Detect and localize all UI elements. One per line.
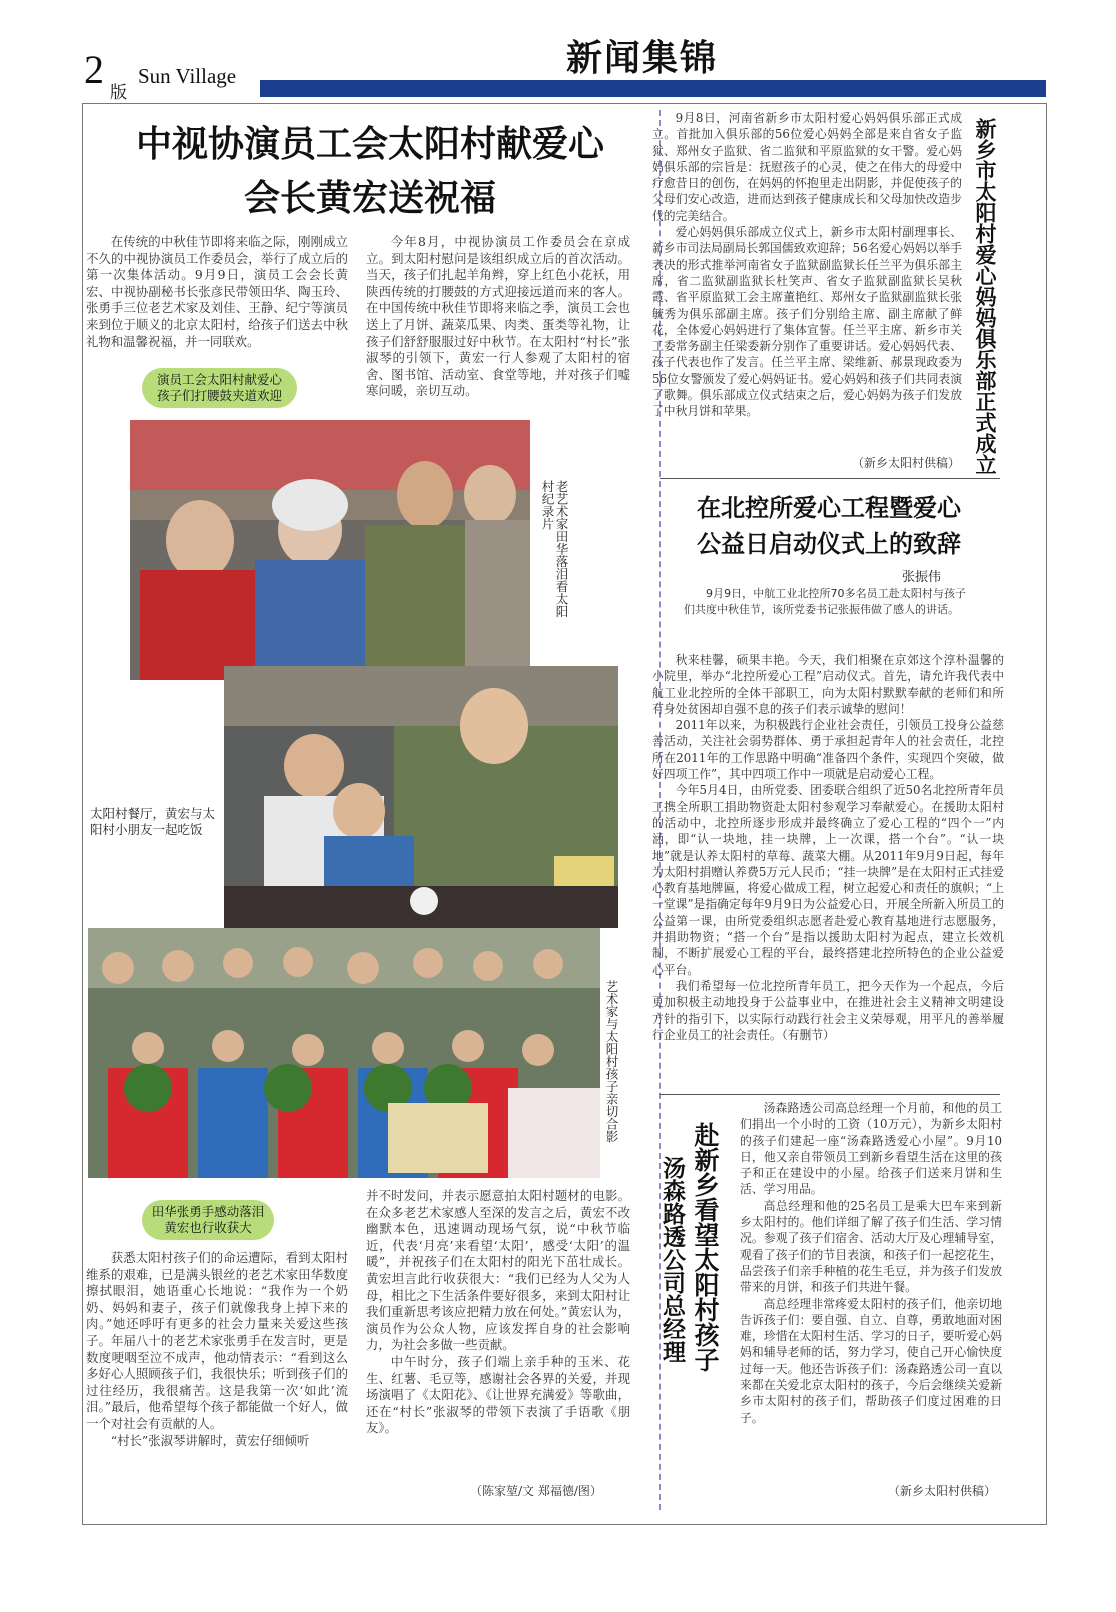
article3-author: 张振伟 [902, 570, 942, 585]
caption-photo2: 太阳村餐厅，黄宏与太阳村小朋友一起吃饭 [90, 806, 216, 837]
article1-subhead-bubble-1: 演员工会太阳村献爱心 孩子们打腰鼓夹道欢迎 [142, 368, 297, 408]
article1-paragraph: 在传统的中秋佳节即将来临之际，刚刚成立不久的中视协演员工作委员会，举行了成立后的第一次集体活动。9月9日，演员工会会长黄宏、中视协副秘书长张彦民带领田华、陶玉玲、张勇手三位老艺术家及刘佳、王静、纪宁等演员来到位于顺义的北京太阳村，给孩子们送去中秋礼物和温馨祝福，并一同联欢。 [86, 234, 348, 349]
photo-elders-watching [130, 420, 530, 680]
photo-group [88, 928, 600, 1178]
article1-paragraph: 今年8月，中视协演员工作委员会在京成立。到太阳村慰问是该组织成立后的首次活动。当天，孩子们扎起羊角辫，穿上红色小花袄，用陕西传统的打腰鼓的方式迎接远道而来的客人。在中国传统中秋佳节即将来临之季，演员工会也送上了月饼、蔬菜瓜果、肉类、蛋类等礼物，让孩子们舒舒服服过好中秋节。在太阳村“村长”张淑琴的引领下，黄宏一行人参观了太阳村的宿舍、图书馆、活动室、食堂等地，并对孩子们嘘寒问暖，亲切互动。 [366, 234, 630, 399]
article1-col2 [366, 234, 630, 400]
article3-title-line2: 公益日启动仪式上的致辞 [697, 530, 961, 558]
article3-intro-text: 9月9日，中航工业北控所70多名员工赴太阳村与孩子们共度中秋佳节，该所党委书记张振伟做了感人的讲话。 [684, 587, 966, 617]
header-bar [260, 80, 1046, 97]
divider-article3-top [660, 478, 1000, 479]
photo-dining [224, 666, 618, 928]
article1-title-line2: 会长黄宏送祝福 [243, 178, 496, 219]
article1-credit: （陈家堃/文 郑福德/图） [470, 1484, 602, 1498]
article4-paragraph: 高总经理和他的25名员工是乘大巴车来到新乡太阳村的。他们详细了解了孩子们生活、学习情况。参观了孩子们宿舍、活动大厅及心理辅导室，观看了孩子们的节目表演，和孩子们一起挖花生，品尝孩子们亲手种植的花生毛豆，并为孩子们发放带来的月饼，和孩子们共进午餐。 [740, 1198, 1002, 1295]
article4-credit: （新乡太阳村供稿） [888, 1484, 997, 1498]
article1-col3 [86, 1250, 348, 1449]
article1-title-line1: 中视协演员工会太阳村献爱心 [135, 124, 604, 165]
article2-credit: （新乡太阳村供稿） [852, 456, 961, 470]
article1-col1 [86, 234, 348, 350]
article4-vertical-title-b: 赴新乡看望太阳村孩子 [691, 1122, 720, 1372]
photo-dining-image [224, 666, 618, 928]
article3-paragraph: 秋来桂馨，硕果丰艳。今天，我们相聚在京郊这个淳朴温馨的小院里，举办“北控所爱心工程”启动仪式。首先，请允许我代表中航工业北控所的全体干部职工，向为太阳村默默奉献的老师们和所有身处贫困却自强不息的孩子们表示诚挚的慰问！ [652, 653, 1004, 716]
page-unit: 版 [110, 83, 127, 103]
article3-body [652, 652, 1004, 1043]
paper-name: Sun Village [138, 64, 237, 88]
photo-elders-image [130, 420, 530, 680]
article1-paragraph: “村长”张淑琴讲解时，黄宏仔细倾听 [110, 1432, 310, 1448]
photo-group-image [88, 928, 600, 1178]
article4-body [740, 1100, 1002, 1426]
article1-title [90, 118, 650, 226]
article3-paragraph: 2011年以来，为积极践行企业社会责任，引领员工投身公益慈善活动，关注社会弱势群体、勇于承担起青年人的社会责任，北控所在2011年的工作思路中明确“准备四个条件，实现四个突破，做好四项工作”，其中四项工作中一项就是启动爱心工程。 [652, 718, 1004, 782]
article1-subhead-bubble-2: 田华张勇手感动落泪 黄宏也行收获大 [142, 1200, 274, 1240]
article3-intro [684, 586, 966, 619]
article1-paragraph: 并不时发问，并表示愿意拍太阳村题材的电影。在众多老艺术家感人至深的发言之后，黄宏不改幽默本色，迅速调动现场气氛，说“中秋节临近，代表‘月亮’来看望‘太阳’，感受‘太阳’的温暖”，并祝孩子们在太阳村的阳光下茁壮成长。黄宏坦言此行收获很大：“我们已经为人父为人母，相比之下生活条件要好很多，来到太阳村让我们重新思考该应把精力放在何处。”黄宏认为，演员作为公众人物，应该发挥自身的社会影响力，为社会多做一些贡献。 [366, 1188, 630, 1353]
article3-title [664, 490, 994, 562]
article2-paragraph: 9月8日，河南省新乡市太阳村爱心妈妈俱乐部正式成立。首批加入俱乐部的56位爱心妈妈全部是来自省女子监狱、郑州女子监狱、省二监狱和平原监狱的女干警。爱心妈妈俱乐部的宗旨是：抚慰孩子的心灵，使之在伟大的母爱中疗愈昔日的创伤，在妈妈的怀抱里走出阴影，并促使孩子的父母们安心改造，进而达到孩子健康成长和父母加快改造步伐的完美结合。 [652, 111, 962, 223]
article2-body [652, 110, 962, 420]
caption-photo3: 艺术家与太阳村孩子亲切合影 [604, 980, 619, 1143]
article1-paragraph: 获悉太阳村孩子们的命运遭际，看到太阳村维系的艰难，已是满头银丝的老艺术家田华数度擦拭眼泪，她语重心长地说：“我作为一个奶奶、妈妈和妻子，孩子们就像我身上掉下来的肉。”她还呼吁有更多的社会力量来关爱这些孩子。年届八十的老艺术家张勇手在发言时，更是数度哽咽至泣不成声，他动情表示：“看到这么多好心人照顾孩子们，我很快乐；听到孩子们的过往经历，我很痛苦。这是我第一次‘如此’流泪。”最后，他希望每个孩子都能做一个好人，做一个对社会有贡献的人。 [86, 1250, 348, 1431]
article2-paragraph: 爱心妈妈俱乐部成立仪式上，新乡市太阳村副理事长、新乡市司法局副局长郭国儒致欢迎辞；56名爱心妈妈以举手表决的形式推举河南省女子监狱副监狱长任兰平为俱乐部主席，省二监狱副监狱长杜笑声、省女子监狱副监狱长吴秋霞、省平原监狱工会主席董艳红、郑州女子监狱副监狱长张毓秀为俱乐部副主席。孩子们分别给主席、副主席献了鲜花，全体爱心妈妈进行了集体宣誓。任兰平主席、新乡市关工委常务副主任梁委新分别作了重要讲话。爱心妈妈代表、孩子代表也作了发言。任兰平主席、梁维新、郝景现政委为56位女警颁发了爱心妈妈证书。爱心妈妈和孩子们共同表演了歌舞。俱乐部成立仪式结束之后，爱心妈妈为孩子们发放了中秋月饼和苹果。 [652, 225, 962, 419]
caption-photo1: 老艺术家田华落泪看太阳村纪录片 [540, 480, 569, 618]
article3-paragraph: 今年5月4日，由所党委、团委联合组织了近50名北控所青年员工携全所职工捐助物资赴太阳村参观学习奉献爱心。在援助太阳村的活动中，北控所逐步形成并最终确立了爱心工程的“四个一”内涵，即“认一块地，挂一块牌，上一次课，搭一个台”。“认一块地”就是认养太阳村的草莓、蔬菜大棚。从2011年9月9日起，每年为太阳村捐赠认养费5万元人民币；“挂一块牌”是在太阳村正式挂爱心教育基地牌匾，将爱心做成工程，树立起爱心和责任的旗帜；“上一堂课”是指确定每年9月9日为公益爱心日，开展全所新入所员工的公益第一课，由所党委组织志愿者赴爱心教育基地进行志愿服务，并捐助物资；“搭一个台”是指以援助太阳村为起点，建立长效机制，不断扩展爱心工程的平台，最终搭建北控所特色的企业公益爱心平台。 [652, 783, 1004, 977]
article3-title-line1: 在北控所爱心工程暨爱心 [697, 494, 961, 522]
page-number: 2 [84, 47, 104, 92]
article1-paragraph: 中午时分，孩子们端上亲手种的玉米、花生、红薯、毛豆等，感谢社会各界的关爱，并现场演唱了《太阳花》、《让世界充满爱》等歌曲，还在“村长”张淑琴的带领下表演了手语歌《朋友》。 [366, 1353, 630, 1436]
article4-paragraph: 汤森路透公司高总经理一个月前，和他的员工们捐出一个小时的工资（10万元），为新乡太阳村的孩子们建起一座“汤森路透爱心小屋”。9月10日，他又亲自带领员工到新乡看望生活在这里的孩子和正在建设中的小屋。给孩子们送来月饼和生活、学习用品。 [740, 1101, 1002, 1197]
divider-article4-top [660, 1094, 1000, 1095]
article2-vertical-title: 新乡市太阳村爱心妈妈俱乐部正式成立 [973, 118, 997, 475]
article3-paragraph: 我们希望每一位北控所青年员工，把今天作为一个起点，今后更加积极主动地投身于公益事业中，在推进社会主义精神文明建设方针的指引下，以实际行动践行社会主义荣辱观，用平凡的善举履行企业员工的社会责任。（有删节） [652, 978, 1004, 1042]
column-title: 新闻集锦 [566, 38, 719, 79]
article4-vertical-title-a: 汤森路透公司总经理 [659, 1156, 685, 1363]
article4-paragraph: 高总经理非常疼爱太阳村的孩子们，他亲切地告诉孩子们：要自强、自立、自尊，勇敢地面对困难，珍惜在太阳村生活、学习的日子，要听爱心妈妈和辅导老师的话，努力学习，使自己开心愉快度过每一天。他还告诉孩子们：汤森路透公司一直以来都在关爱北京太阳村的孩子，今后会继续关爱新乡市太阳村的孩子们，帮助孩子们度过困难的日子。 [740, 1296, 1002, 1425]
article1-col4 [366, 1188, 630, 1437]
